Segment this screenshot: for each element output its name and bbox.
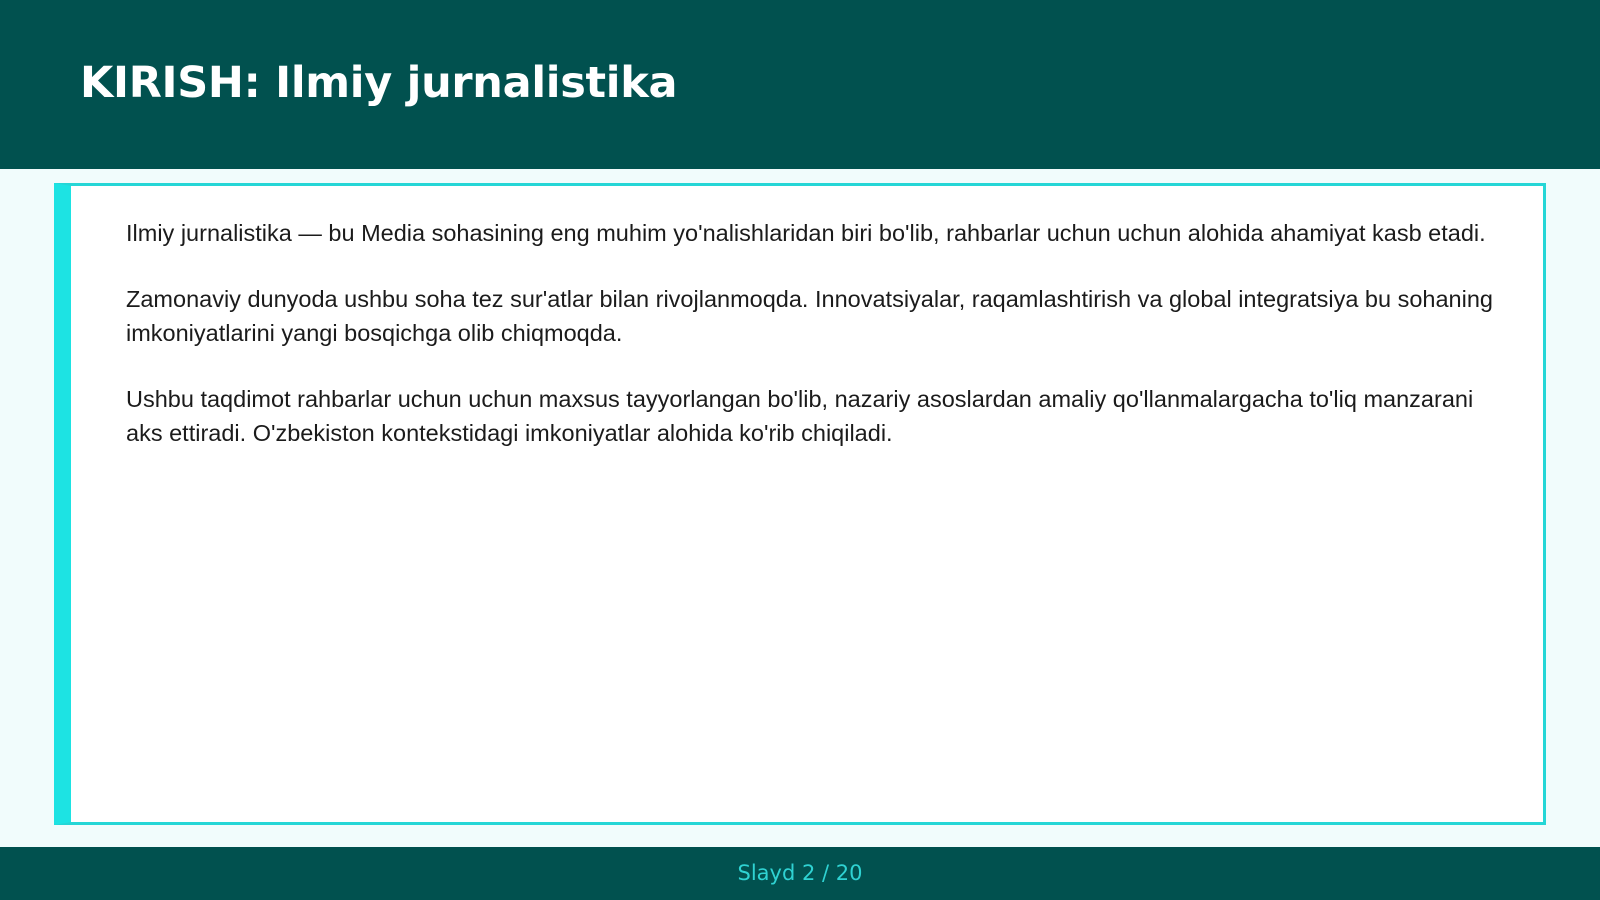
content-body bbox=[126, 216, 1493, 482]
paragraph: Ilmiy jurnalistika — bu Media sohasining eng muhim yo'nalishlaridan biri bo'lib, rahbarlar uchun uchun alohida ahamiyat kasb etadi. bbox=[126, 220, 1486, 246]
paragraph: Ushbu taqdimot rahbarlar uchun uchun maxsus tayyorlangan bo'lib, nazariy asoslardan amaliy qo'llanmalargacha to'liq manzarani aks ettiradi. O'zbekiston kontekstidagi imkoniyatlar alohida ko'rib chiqiladi. bbox=[126, 386, 1474, 446]
slide-title: KIRISH: Ilmiy jurnalistika bbox=[80, 58, 678, 108]
slide-header bbox=[0, 0, 1600, 169]
content-card bbox=[54, 183, 1546, 825]
slide-footer bbox=[0, 847, 1600, 900]
paragraph: Zamonaviy dunyoda ushbu soha tez sur'atlar bilan rivojlanmoqda. Innovatsiyalar, raqamlashtirish va global integratsiya bu sohaning imkoniyatlarini yangi bosqichga olib chiqmoqda. bbox=[126, 286, 1493, 346]
slide-counter: Slayd 2 / 20 bbox=[737, 861, 863, 885]
